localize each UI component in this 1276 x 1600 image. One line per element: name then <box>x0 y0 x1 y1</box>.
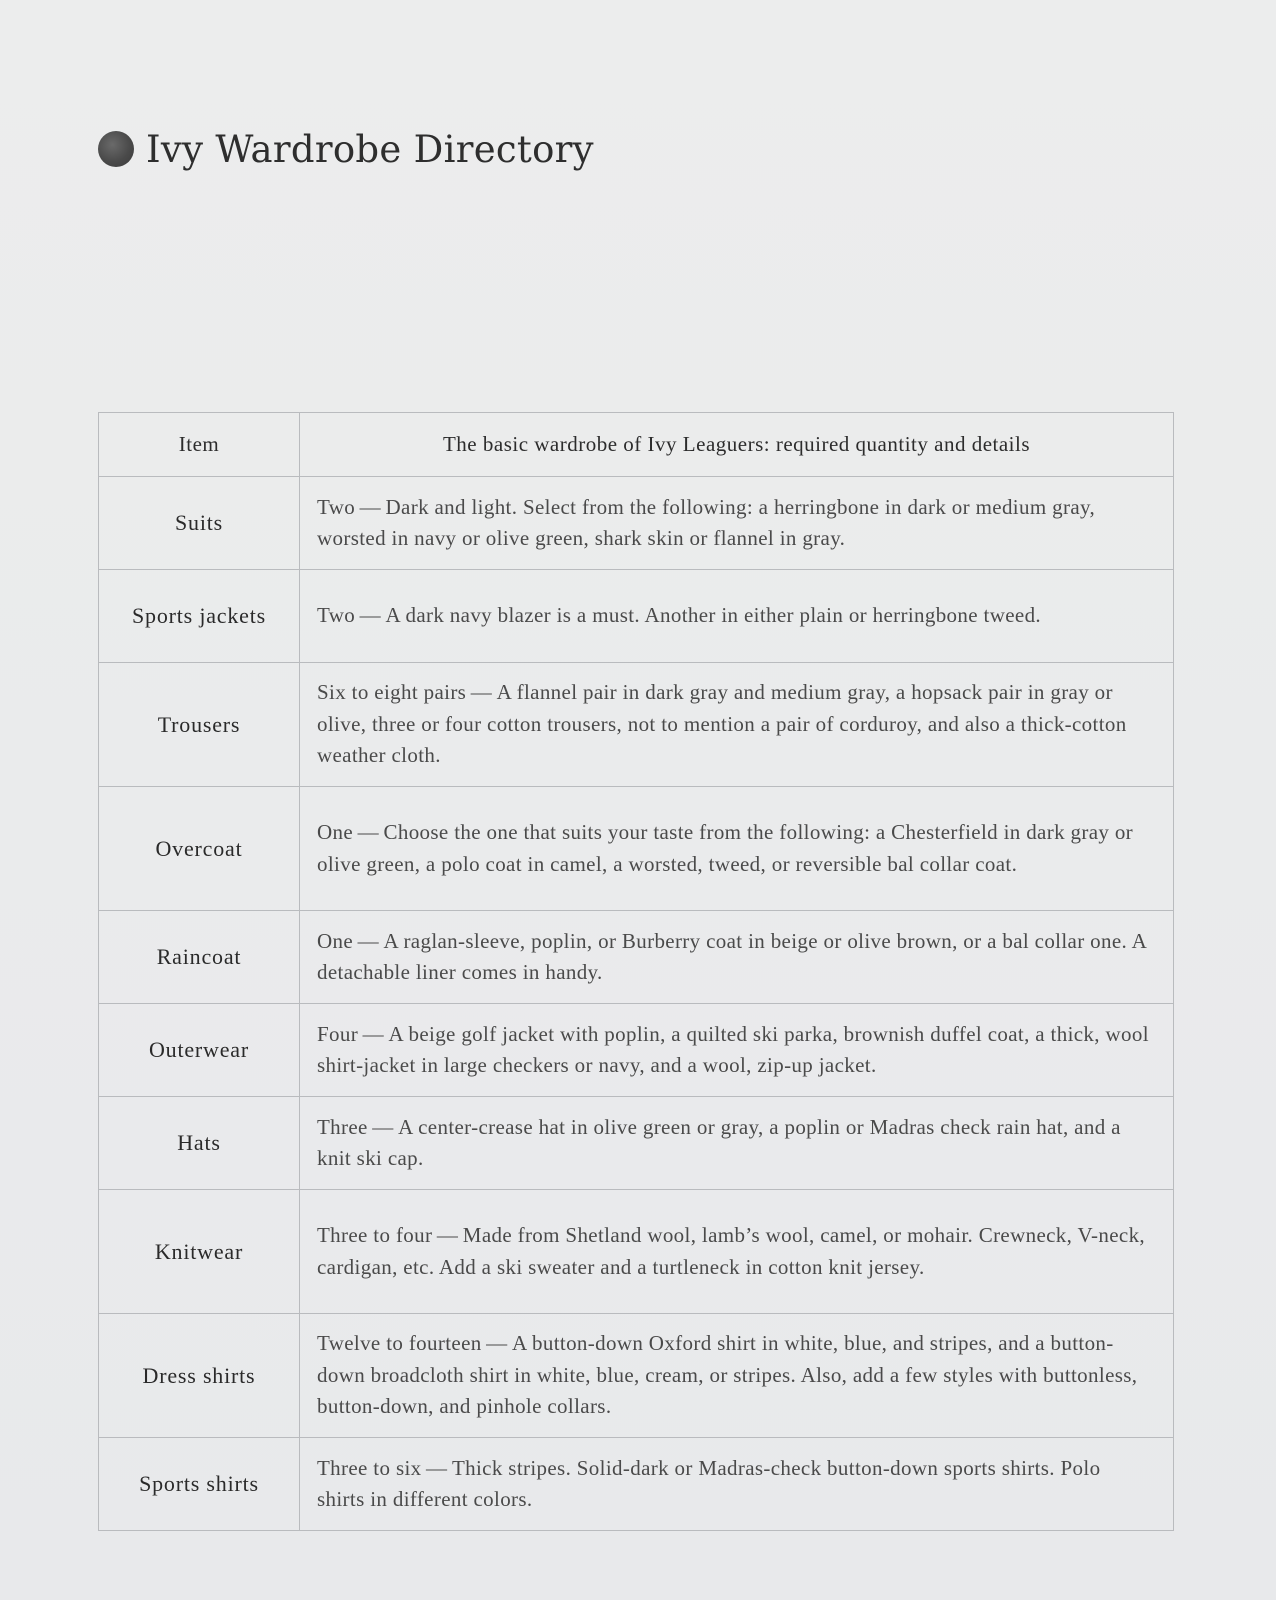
table-header-row <box>99 413 1174 477</box>
table-row <box>99 911 1174 1004</box>
item-details-cell: One — Choose the one that suits your taste from the following: a Chesterfield in dark gray or olive green, a polo coat in camel, a worsted, tweed, or reversible bal collar coat. <box>300 787 1174 911</box>
table-row <box>99 1004 1174 1097</box>
table-row <box>99 663 1174 787</box>
item-name-cell: Suits <box>99 477 300 570</box>
item-name-cell: Outerwear <box>99 1004 300 1097</box>
item-name-cell: Dress shirts <box>99 1314 300 1438</box>
table-row <box>99 477 1174 570</box>
item-details-cell: Two — Dark and light. Select from the following: a herringbone in dark or medium gray, worsted in navy or olive green, shark skin or flannel in gray. <box>300 477 1174 570</box>
item-name-cell: Sports jackets <box>99 570 300 663</box>
item-details-cell: Four — A beige golf jacket with poplin, a quilted ski parka, brownish duffel coat, a thick, wool shirt-jacket in large checkers or navy, and a wool, zip-up jacket. <box>300 1004 1174 1097</box>
item-name-cell: Hats <box>99 1097 300 1190</box>
item-name-cell: Sports shirts <box>99 1438 300 1531</box>
table-row <box>99 570 1174 663</box>
item-name-cell: Trousers <box>99 663 300 787</box>
item-details-cell: Three — A center-crease hat in olive green or gray, a poplin or Madras check rain hat, and a knit ski cap. <box>300 1097 1174 1190</box>
wardrobe-table <box>98 412 1174 1531</box>
section-heading <box>98 124 594 174</box>
circle-bullet-icon <box>98 131 134 167</box>
table-row <box>99 1097 1174 1190</box>
item-details-cell: Twelve to fourteen — A button-down Oxford shirt in white, blue, and stripes, and a button-down broadcloth shirt in white, blue, cream, or stripes. Also, add a few styles with buttonless, button-down, and pinhole collars. <box>300 1314 1174 1438</box>
column-header-details: The basic wardrobe of Ivy Leaguers: required quantity and details <box>300 413 1174 477</box>
table-row <box>99 1314 1174 1438</box>
item-details-cell: Six to eight pairs — A flannel pair in dark gray and medium gray, a hopsack pair in gray or olive, three or four cotton trousers, not to mention a pair of corduroy, and also a thick-cotton weather cloth. <box>300 663 1174 787</box>
item-name-cell: Overcoat <box>99 787 300 911</box>
item-name-cell: Raincoat <box>99 911 300 1004</box>
item-details-cell: Three to four — Made from Shetland wool, lamb’s wool, camel, or mohair. Crewneck, V-neck, cardigan, etc. Add a ski sweater and a turtleneck in cotton knit jersey. <box>300 1190 1174 1314</box>
table-row <box>99 787 1174 911</box>
column-header-item: Item <box>99 413 300 477</box>
item-details-cell: Three to six — Thick stripes. Solid-dark or Madras-check button-down sports shirts. Polo shirts in different colors. <box>300 1438 1174 1531</box>
item-details-cell: One — A raglan-sleeve, poplin, or Burberry coat in beige or olive brown, or a bal collar one. A detachable liner comes in handy. <box>300 911 1174 1004</box>
page-title: Ivy Wardrobe Directory <box>146 127 594 171</box>
item-name-cell: Knitwear <box>99 1190 300 1314</box>
table-row <box>99 1438 1174 1531</box>
table-row <box>99 1190 1174 1314</box>
item-details-cell: Two — A dark navy blazer is a must. Another in either plain or herringbone tweed. <box>300 570 1174 663</box>
